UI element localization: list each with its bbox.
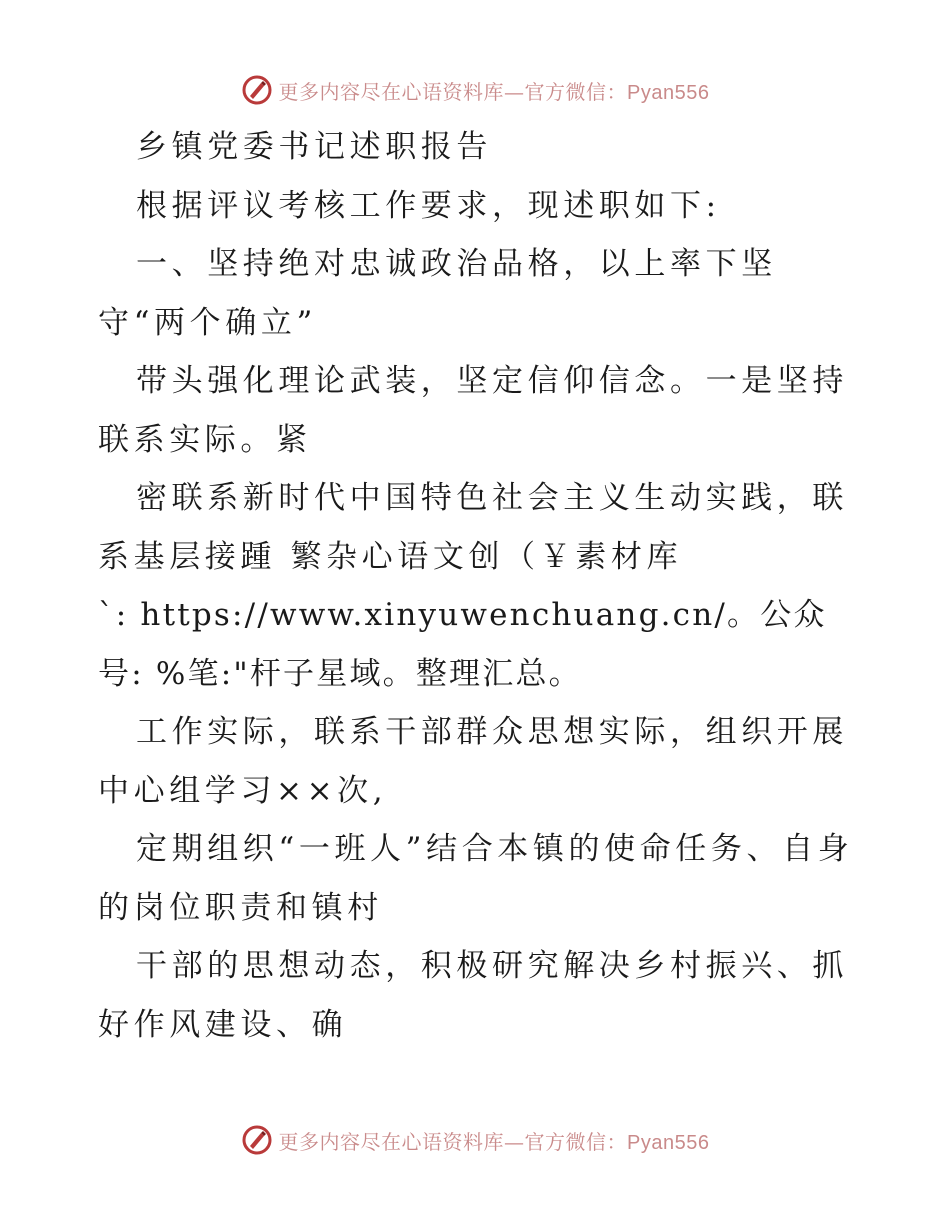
red-circle-pen-icon	[241, 1124, 273, 1156]
header-watermark	[0, 70, 950, 110]
paragraph: 带头强化理论武装，坚定信仰信念。一是坚持联系实际。紧	[98, 363, 848, 458]
paragraph-url: `: https://www.xinyuwenchuang.cn/。公众号: %笔:"杆子星域。整理汇总。	[98, 597, 827, 692]
paragraph: 根据评议考核工作要求，现述职如下:	[136, 187, 721, 224]
footer-watermark	[0, 1120, 950, 1160]
section-heading: 一、坚持绝对忠诚政治品格，以上率下坚守“两个确立”	[98, 246, 777, 341]
paragraph: 密联系新时代中国特色社会主义生动实践，联系基层接踵 繁杂心语文创（￥素材库	[98, 480, 848, 575]
watermark-wechat-id: Pyan556	[627, 1131, 710, 1154]
paragraph: 定期组织“一班人”结合本镇的使命任务、自身的岗位职责和镇村	[98, 831, 854, 926]
watermark-text: 更多内容尽在心语资料库—官方微信：Pyan556	[278, 79, 710, 104]
document-title: 乡镇党委书记述职报告	[136, 129, 492, 165]
watermark-wechat-id: Pyan556	[627, 81, 710, 104]
paragraph: 工作实际，联系干部群众思想实际，组织开展中心组学习××次,	[98, 714, 848, 809]
paragraph: 干部的思想动态，积极研究解决乡村振兴、抓好作风建设、确	[98, 948, 848, 1043]
document-body	[98, 118, 858, 1054]
red-circle-pen-icon	[241, 74, 273, 106]
watermark-text: 更多内容尽在心语资料库—官方微信：Pyan556	[278, 1129, 710, 1154]
